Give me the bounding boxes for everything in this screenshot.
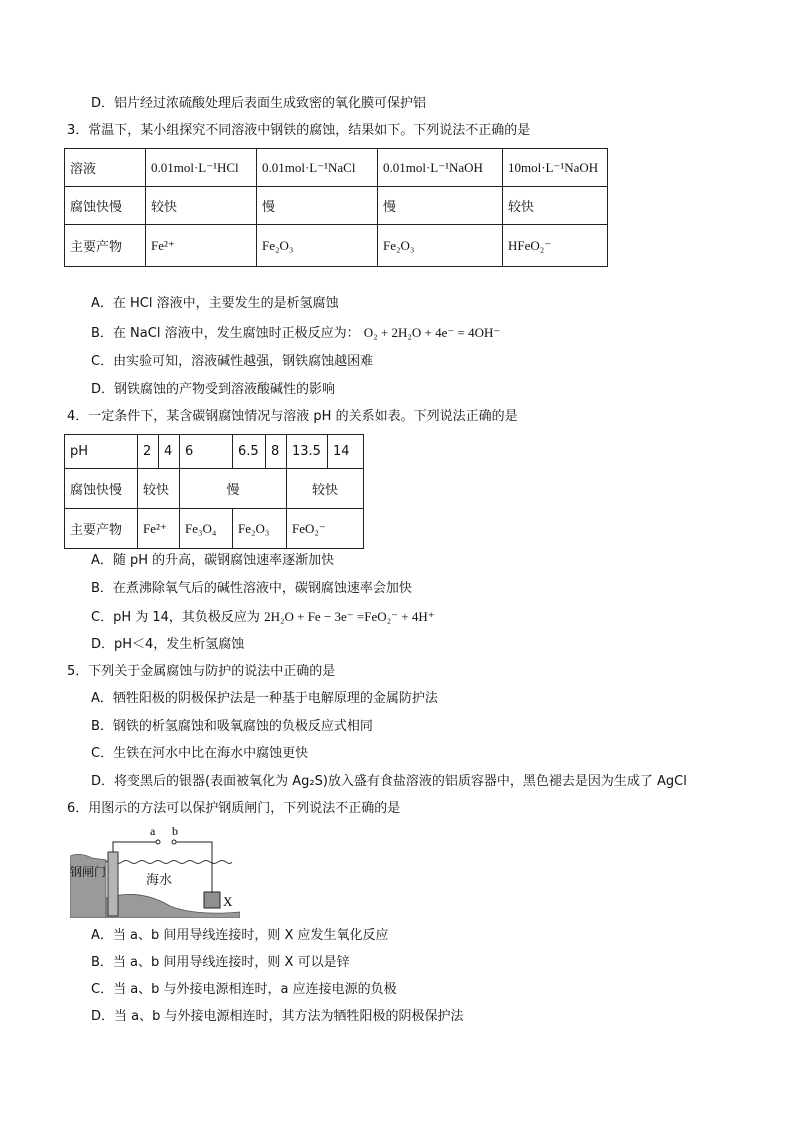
- table-cell: 2: [138, 435, 159, 469]
- table-cell: 8: [266, 435, 287, 469]
- table-cell: 6.5: [233, 435, 266, 469]
- table-cell: 较快: [138, 469, 180, 509]
- q5-option-a: A．牺牲阳极的阴极保护法是一种基于电解原理的金属防护法: [91, 691, 438, 706]
- table-cell: 慢: [378, 187, 503, 225]
- water-surface: [106, 861, 232, 864]
- table-cell: 较快: [146, 187, 257, 225]
- table-cell: 腐蚀快慢: [65, 469, 138, 509]
- table-cell: 4: [159, 435, 180, 469]
- q3-option-c: C．由实验可知，溶液碱性越强，钢铁腐蚀越困难: [91, 354, 374, 369]
- q3-option-d: D．钢铁腐蚀的产物受到溶液酸碱性的影响: [91, 382, 336, 397]
- table-cell: Fe₃O₄: [180, 509, 233, 549]
- label-seawater: 海水: [146, 873, 173, 888]
- table-cell: 主要产物: [65, 225, 146, 267]
- steel-gate: [108, 852, 118, 916]
- q6-option-d: D．当 a、b 与外接电源相连时，其方法为牺牲阳极的阴极保护法: [91, 1009, 464, 1024]
- q3-table-row-speed: [65, 187, 608, 225]
- q6-option-a: A．当 a、b 间用导线连接时，则 X 应发生氧化反应: [91, 928, 389, 943]
- steel-gate-diagram: [70, 826, 240, 918]
- bank-shape: [70, 854, 106, 918]
- label-steel-gate: 钢闸门: [70, 865, 107, 879]
- table-cell: 14: [328, 435, 364, 469]
- table-cell: Fe₂O₃: [257, 225, 378, 267]
- wire-b: [176, 842, 212, 892]
- table-cell: HFeO₂⁻: [503, 225, 608, 267]
- label-x: X: [223, 894, 233, 909]
- q3-option-a: A．在 HCl 溶液中，主要发生的是析氢腐蚀: [91, 296, 339, 311]
- terminal-b: [172, 840, 176, 844]
- table-cell: FeO₂⁻: [287, 509, 364, 549]
- table-cell: 10mol·L⁻¹NaOH: [503, 149, 608, 187]
- electrode-x: [204, 892, 220, 908]
- diagram-svg: [70, 826, 240, 918]
- table-cell: 较快: [503, 187, 608, 225]
- q4-option-a: A．随 pH 的升高，碳钢腐蚀速率逐渐加快: [91, 553, 335, 568]
- q4-option-c: [91, 608, 435, 627]
- table-cell: 较快: [287, 469, 364, 509]
- q4-option-c-equation: 2H₂O + Fe − 3e⁻ =FeO₂⁻ + 4H⁺: [264, 609, 435, 624]
- q4-stem: 4．一定条件下，某含碳钢腐蚀情况与溶液 pH 的关系如表。下列说法正确的是: [67, 409, 518, 424]
- q5-stem: 5．下列关于金属腐蚀与防护的说法中正确的是: [67, 664, 336, 679]
- terminal-a: [156, 840, 160, 844]
- q3-option-b: [91, 324, 500, 343]
- table-cell: 溶液: [65, 149, 146, 187]
- q4-option-c-text: C．pH 为 14，其负极反应为: [91, 610, 260, 625]
- table-cell: 13.5: [287, 435, 328, 469]
- q5-option-d: D．将变黑后的银器(表面被氧化为 Ag₂S)放入盛有食盐溶液的铝质容器中，黑色褪去是因为生成了 AgCl: [91, 774, 687, 789]
- table-cell: Fe²⁺: [138, 509, 180, 549]
- table-cell: Fe²⁺: [146, 225, 257, 267]
- q6-stem: 6．用图示的方法可以保护钢质闸门，下列说法不正确的是: [67, 801, 401, 816]
- q3-option-b-text: B．在 NaCl 溶液中，发生腐蚀时正极反应为：: [91, 326, 360, 341]
- q3-table: [64, 148, 608, 267]
- table-cell: 主要产物: [65, 509, 138, 549]
- q3-option-b-equation: O₂ + 2H₂O + 4e⁻ = 4OH⁻: [363, 325, 501, 340]
- q2-option-d: D．铝片经过浓硫酸处理后表面生成致密的氧化膜可保护铝: [91, 96, 427, 111]
- table-cell: 0.01mol·L⁻¹NaCl: [257, 149, 378, 187]
- q4-option-b: B．在煮沸除氧气后的碱性溶液中，碳钢腐蚀速率会加快: [91, 581, 412, 596]
- table-cell: 慢: [180, 469, 287, 509]
- table-cell: pH: [65, 435, 138, 469]
- label-b: b: [172, 826, 178, 838]
- q4-table-row-product: [65, 509, 364, 549]
- table-cell: 慢: [257, 187, 378, 225]
- q5-option-b: B．钢铁的析氢腐蚀和吸氧腐蚀的负极反应式相同: [91, 719, 373, 734]
- label-a: a: [150, 826, 156, 838]
- q3-stem: 3．常温下，某小组探究不同溶液中钢铁的腐蚀，结果如下。下列说法不正确的是: [67, 123, 531, 138]
- q4-option-d: D．pH＜4，发生析氢腐蚀: [91, 637, 245, 652]
- q4-table-row-ph: [65, 435, 364, 469]
- wire-a: [113, 842, 156, 852]
- q3-table-row-product: [65, 225, 608, 267]
- table-cell: 0.01mol·L⁻¹NaOH: [378, 149, 503, 187]
- q5-option-c: C．生铁在河水中比在海水中腐蚀更快: [91, 746, 309, 761]
- table-cell: Fe₂O₃: [378, 225, 503, 267]
- table-cell: 腐蚀快慢: [65, 187, 146, 225]
- table-cell: 6: [180, 435, 233, 469]
- q6-option-c: C．当 a、b 与外接电源相连时，a 应连接电源的负极: [91, 982, 397, 997]
- q3-table-row-solution: [65, 149, 608, 187]
- table-cell: 0.01mol·L⁻¹HCl: [146, 149, 257, 187]
- q4-table-row-speed: [65, 469, 364, 509]
- q6-option-b: B．当 a、b 间用导线连接时，则 X 可以是锌: [91, 955, 350, 970]
- q4-table: [64, 434, 364, 549]
- table-cell: Fe₂O₃: [233, 509, 287, 549]
